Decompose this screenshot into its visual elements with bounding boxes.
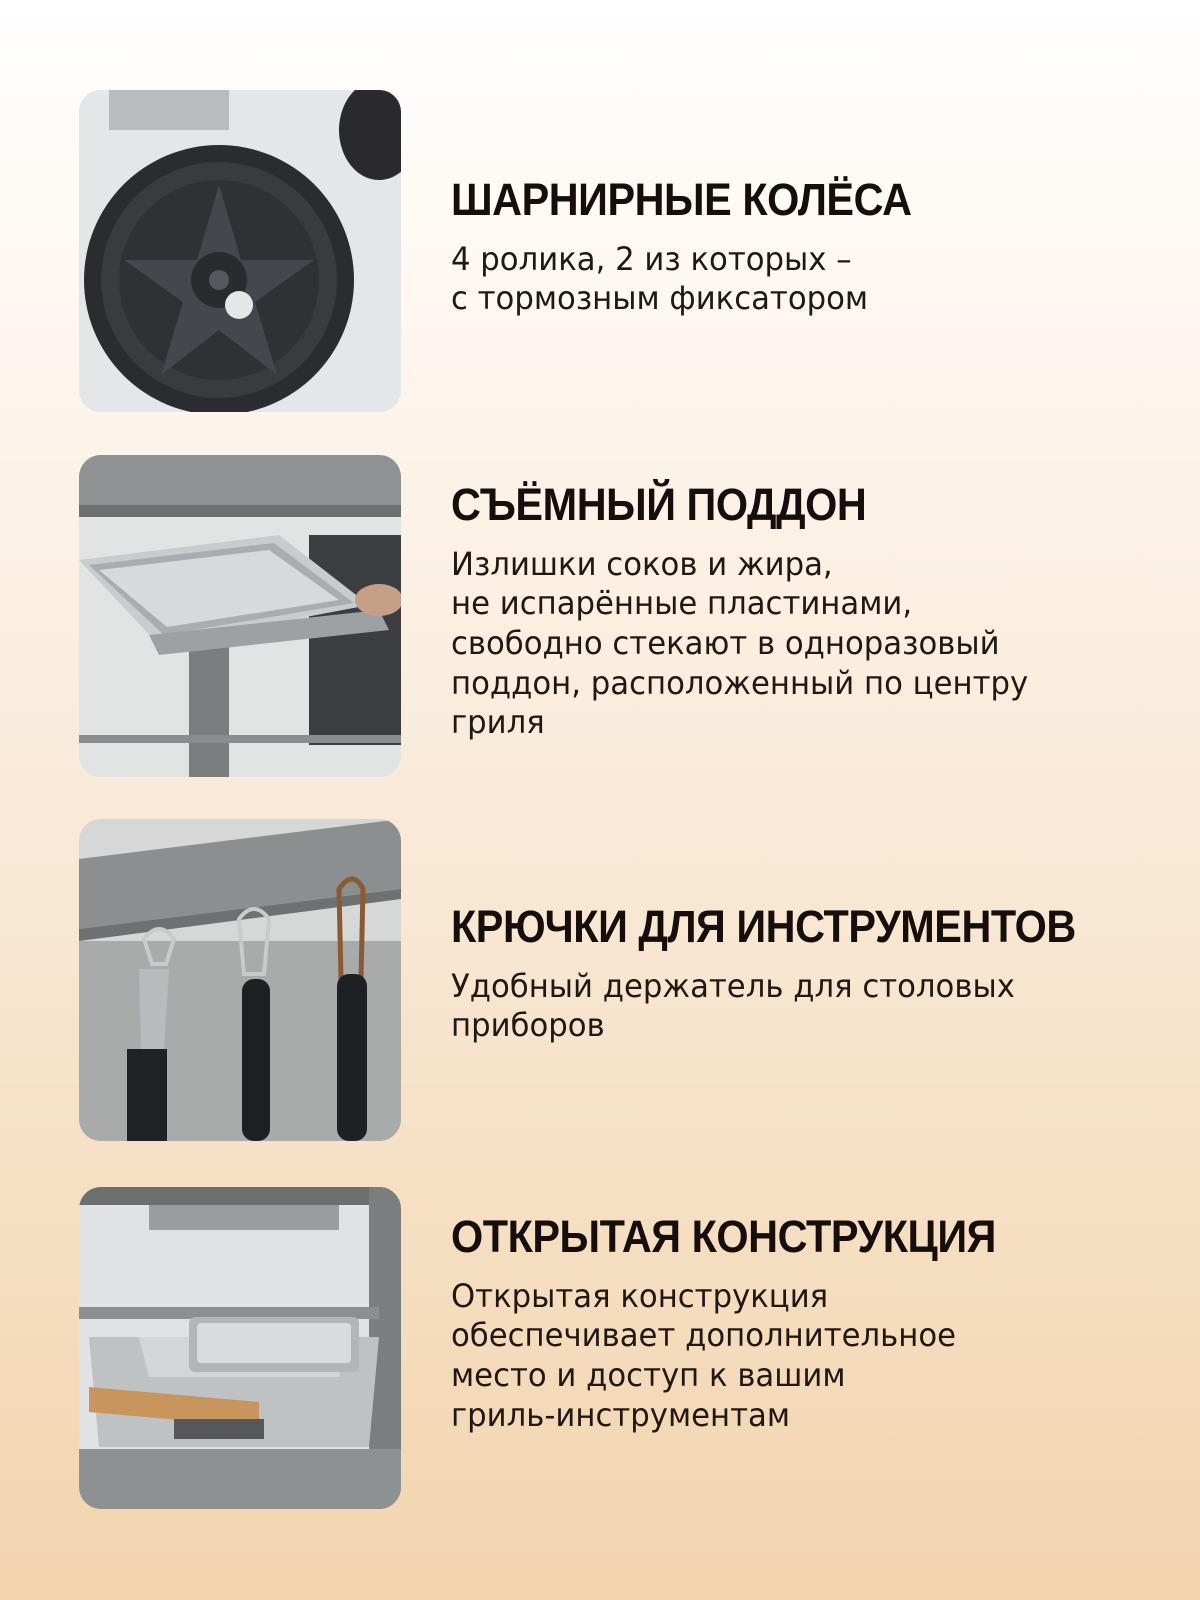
feature-description: Удобный держатель для столовых приборов xyxy=(451,966,1015,1045)
feature-description: Открытая конструкция обеспечивает дополнительное место и доступ к вашим гриль-инструментам xyxy=(451,1276,957,1434)
feature-description: 4 ролика, 2 из которых – с тормозным фиксатором xyxy=(451,239,869,318)
feature-title: ШАРНИРНЫЕ КОЛЁСА xyxy=(451,174,912,225)
feature-title: КРЮЧКИ ДЛЯ ИНСТРУМЕНТОВ xyxy=(451,901,1076,952)
feature-drip-tray xyxy=(79,455,1179,777)
wheel-photo xyxy=(79,90,401,412)
feature-open-construction xyxy=(79,1187,1179,1509)
feature-description: Излишки соков и жира, не испарённые пластинами, свободно стекают в одноразовый поддон, расположенный по центру гриля xyxy=(451,544,1029,742)
feature-wheels xyxy=(79,90,1179,412)
feature-title: СЪЁМНЫЙ ПОДДОН xyxy=(451,479,867,530)
feature-title: ОТКРЫТАЯ КОНСТРУКЦИЯ xyxy=(451,1211,996,1262)
feature-tool-hooks xyxy=(79,819,1179,1141)
open-construction-photo xyxy=(79,1187,401,1509)
tool-hooks-photo xyxy=(79,819,401,1141)
drip-tray-photo xyxy=(79,455,401,777)
